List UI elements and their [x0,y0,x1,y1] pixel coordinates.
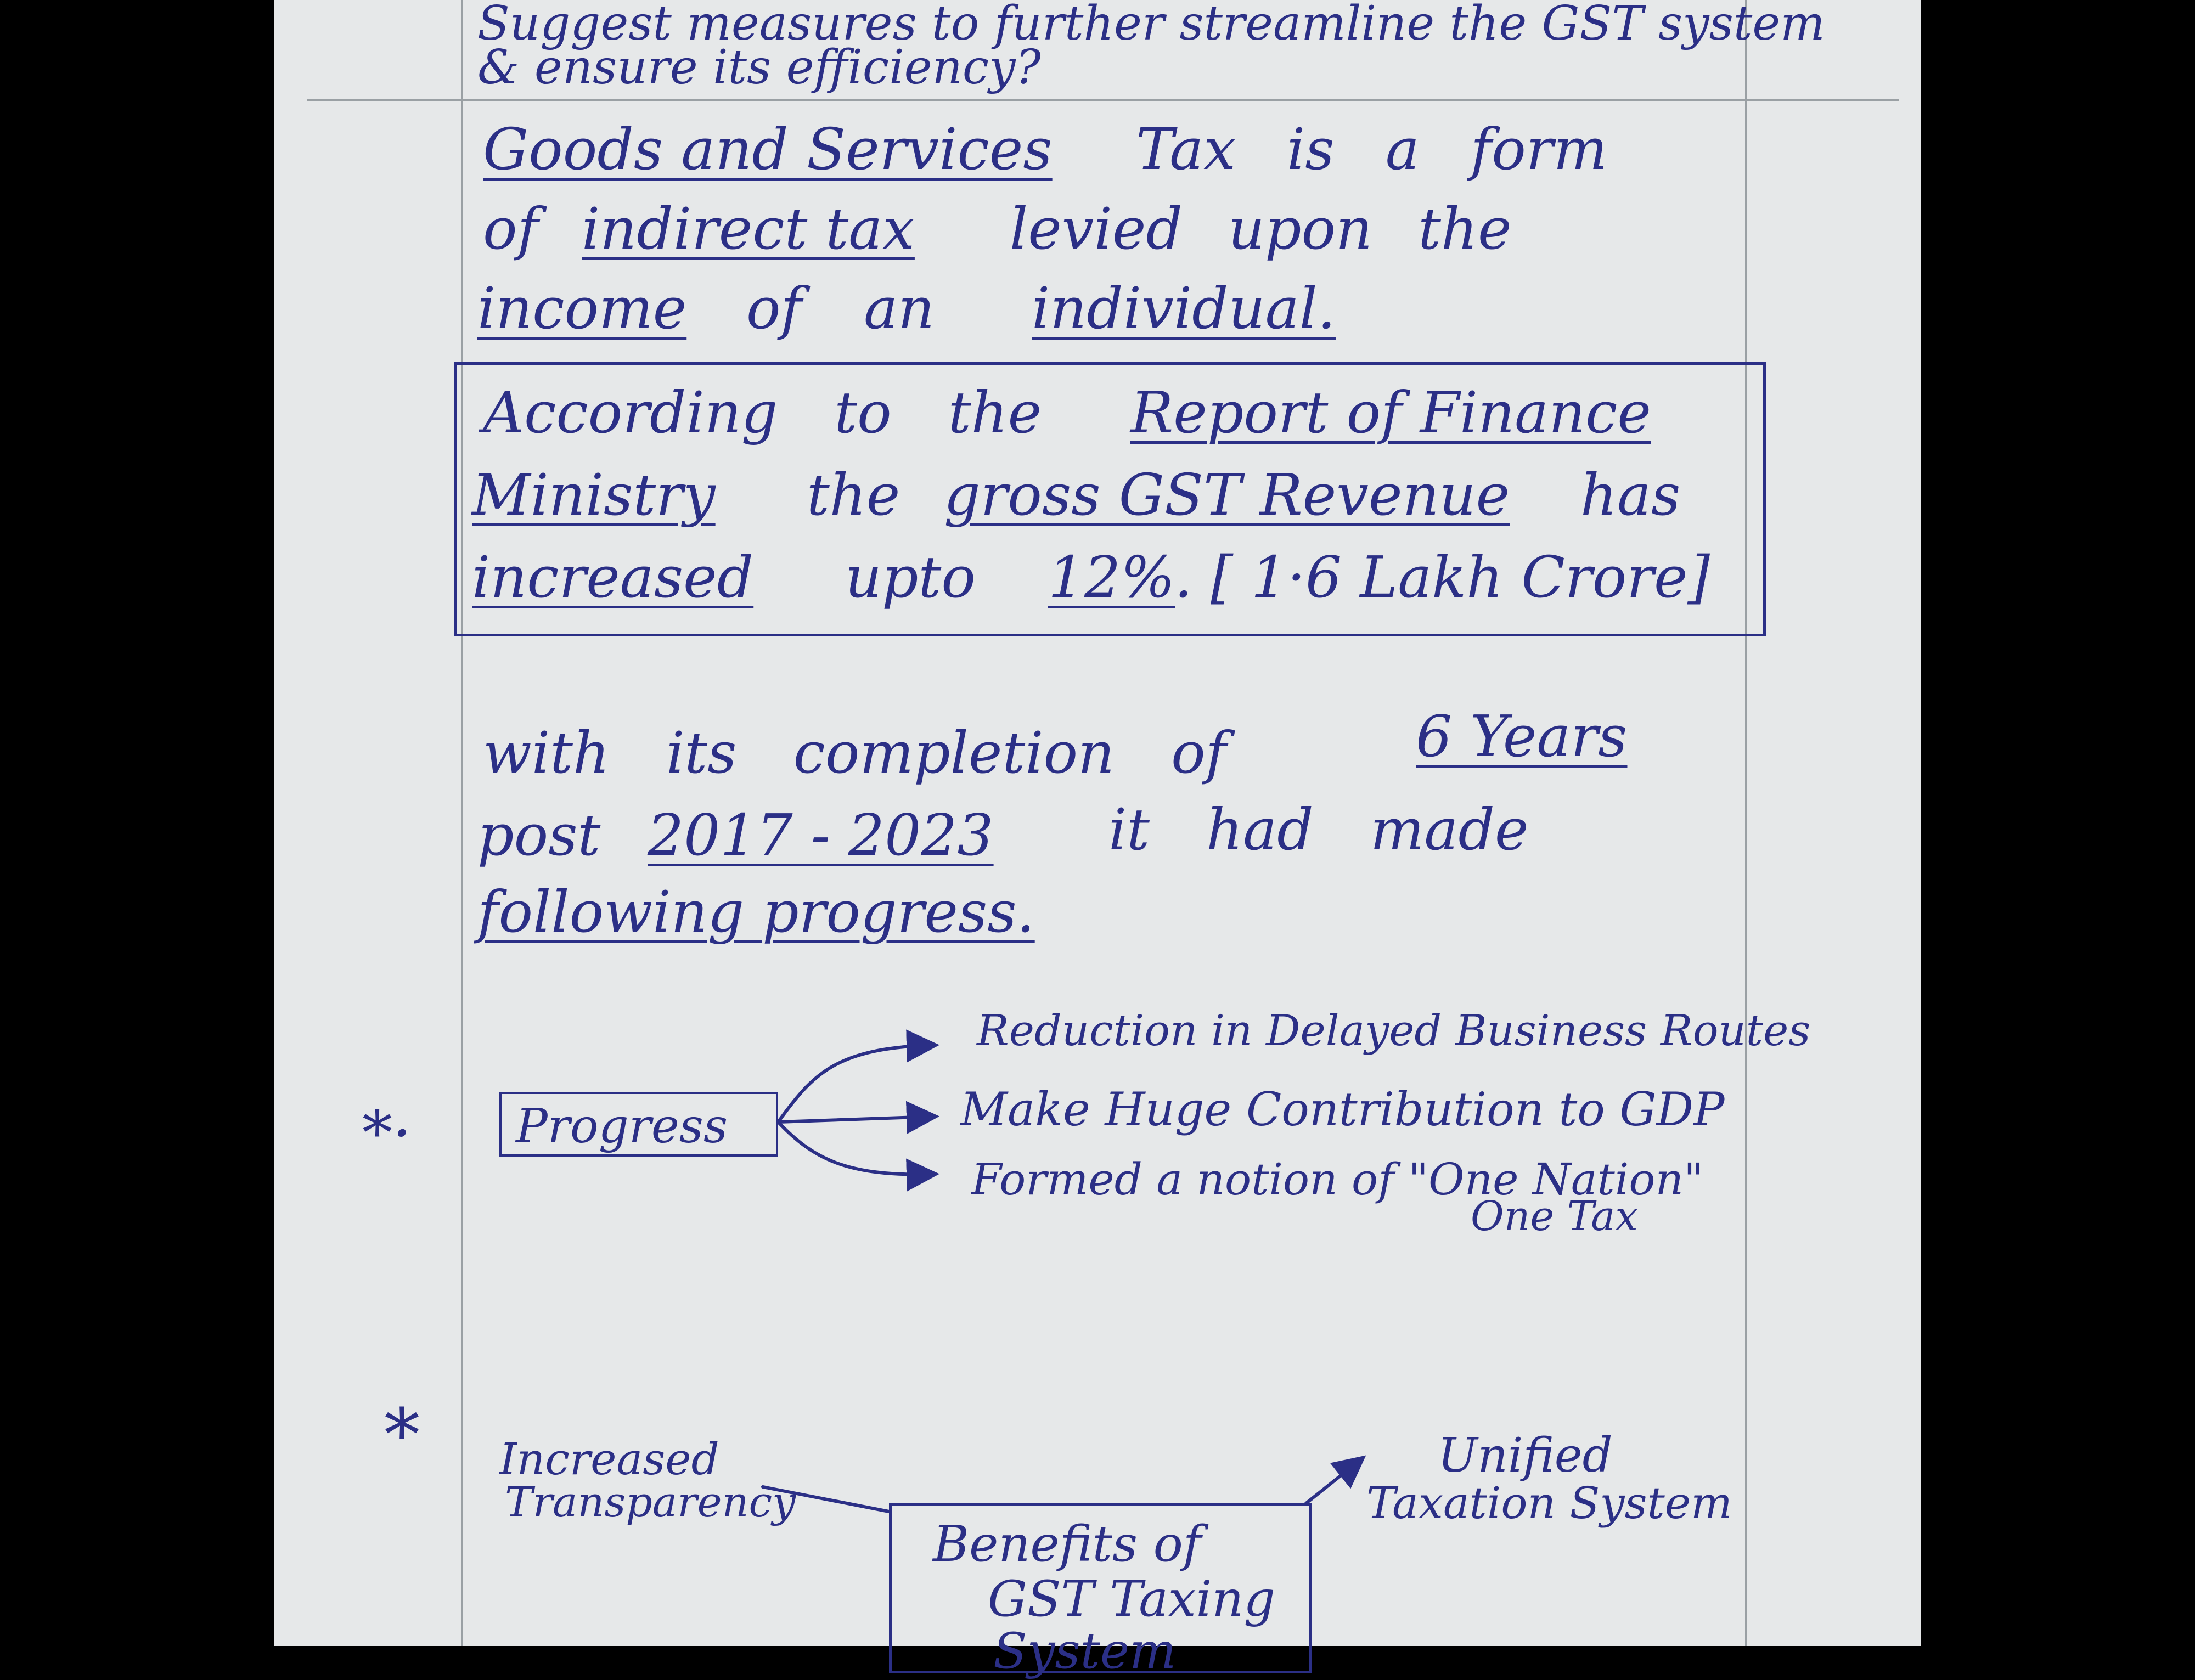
diagram-arrows [274,0,1921,1646]
arrow-to-item-2 [778,1117,933,1122]
report-line-1a: According to the [483,379,1042,446]
benefits-left-line-1: Increased [499,1434,719,1485]
report-line-3a: increased [472,544,754,611]
arrow-to-item-3 [778,1122,933,1174]
benefits-right-line-2: Taxation System [1366,1478,1732,1529]
report-line-1b: Report of Finance [1130,379,1651,446]
intro-line-3a: income [477,275,687,342]
completion-line-3: following progress. [477,878,1035,945]
report-line-2a: Ministry [472,461,716,528]
intro-line-1a: Goods and Services [483,116,1053,183]
progress-label: Progress [516,1099,728,1154]
completion-line-2b: 2017 - 2023 [648,802,994,869]
arrow-to-unified [1306,1459,1361,1503]
report-line-3c: 12% [1048,544,1175,611]
intro-line-2b: indirect tax [582,195,915,262]
report-line-3d: . [ 1·6 Lakh Crore] [1174,544,1710,611]
connector-to-transparency [763,1487,889,1512]
report-line-2d: has [1580,461,1681,528]
completion-line-1b: 6 Years [1416,703,1628,770]
progress-item-3: Formed a notion of "One Nation" [971,1154,1704,1205]
benefits-box-line-3: System [993,1622,1177,1680]
report-line-2b: the [807,461,900,528]
benefits-bullet: * [384,1393,420,1476]
intro-line-3c: individual. [1032,275,1336,342]
intro-line-3b: of an [746,275,935,342]
report-line-3b: upto [845,544,976,611]
arrow-to-item-1 [778,1045,933,1122]
intro-line-2a: of [483,195,539,262]
report-line-2c: gross GST Revenue [944,461,1510,528]
intro-line-2c: levied upon the [1010,195,1512,262]
progress-item-2: Make Huge Contribution to GDP [960,1083,1725,1136]
progress-bullet: *· [362,1098,412,1168]
question-line-1: Suggest measures to further streamline the GST system [477,0,1825,51]
notebook-page [274,0,1921,1680]
benefits-right-line-1: Unified [1438,1428,1613,1483]
completion-line-2c: it had made [1108,796,1529,863]
progress-item-1: Reduction in Delayed Business Routes [977,1006,1811,1056]
benefits-left-line-2: Transparency [505,1478,796,1526]
intro-line-1b: Tax is a form [1136,116,1608,183]
completion-line-2a: post [477,802,601,869]
completion-line-1a: with its completion of [483,719,1227,786]
question-line-2: & ensure its efficiency? [477,40,1041,95]
progress-item-3-continuation: One Tax [1471,1193,1639,1240]
benefits-box-line-1: Benefits of [933,1515,1202,1573]
benefits-box-line-2: GST Taxing [988,1570,1276,1628]
